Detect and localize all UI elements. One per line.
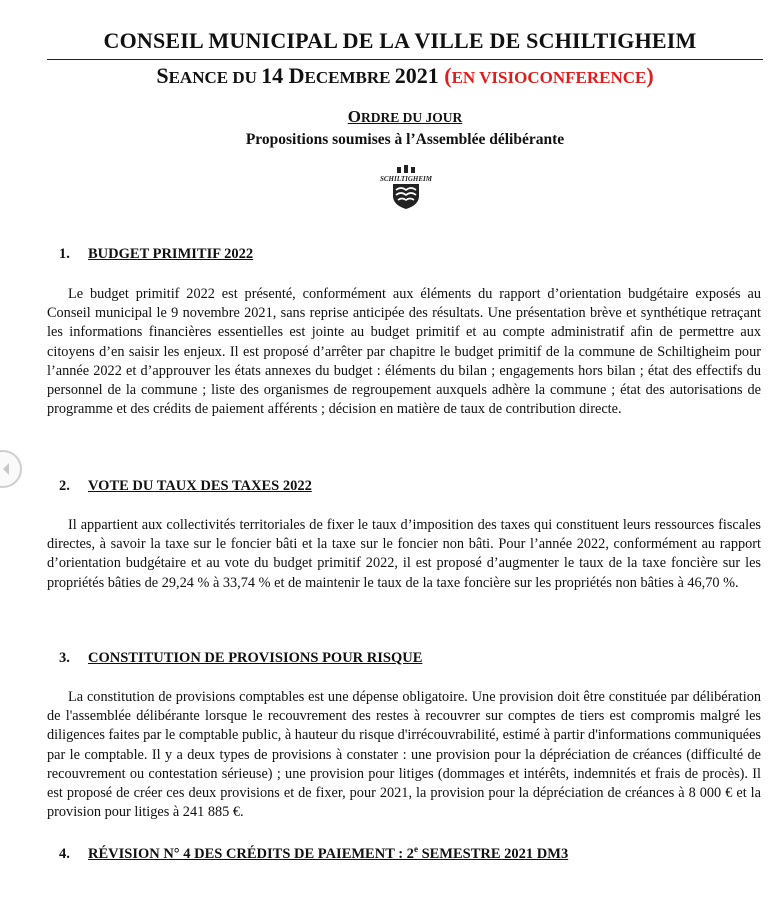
ordre-du-jour-heading: ORDRE DU JOUR — [347, 107, 463, 126]
chevron-left-icon — [1, 462, 11, 476]
title-divider — [47, 59, 763, 60]
svg-text:SCHILTIGHEIM: SCHILTIGHEIM — [380, 175, 432, 183]
section-1-heading: 1. BUDGET PRIMITIF 2022 — [59, 246, 254, 262]
propositions-subheading: Propositions soumises à l’Assemblée délibérante — [245, 131, 565, 148]
previous-page-button[interactable] — [0, 450, 22, 488]
section-4-heading: 4. RÉVISION N° 4 DES CRÉDITS DE PAIEMENT : 2e SEMESTRE 2021 DM3 — [59, 844, 569, 862]
section-1-paragraph: Le budget primitif 2022 est présenté, conformément aux éléments du rapport d’orientation budgétaire exposés au Conseil municipal le 9 novembre 2021, sans reprise anticipée des résultats. Une présentation brève et synthétique retraçant les informations financières essentielles est jointe au budget primitif et au compte administratif afin de permettre aux citoyens d’en saisir les enjeux. Il est proposé d’arrêter par chapitre le budget primitif de la commune de Schiltigheim pour l’année 2022 et d’approuver les états annexes du budget : éléments du bilan ; engagements hors bilan ; état des effectifs du personnel de la commune ; liste des organismes de regroupement auxquels adhère la commune ; état des autorisations de programme et des crédits de paiement afférents ; décision en matière de taux de contribution directe. — [47, 286, 761, 418]
schiltigheim-logo — [380, 163, 432, 211]
section-2-paragraph: Il appartient aux collectivités territoriales de fixer le taux d’imposition des taxes qui constituent leurs ressources fiscales directes, à savoir la taxe sur le foncier bâti et la taxe sur le foncier non bâti. Pour l’année 2022, conformément au rapport d’orientation budgétaire et au vote du budget primitif 2022, il est proposé d’augmenter le taux de la taxe foncière sur les propriétés bâties de 29,24 % à 33,74 % et de maintenir le taux de la taxe foncière sur les propriétés non bâties à 46,70 %. — [47, 517, 761, 591]
seance-subtitle: SEANCE DU 14 DECEMBRE 2021 (EN VISIOCONFERENCE) — [156, 63, 654, 88]
coat-of-arms-icon — [380, 163, 432, 211]
page-title: CONSEIL MUNICIPAL DE LA VILLE DE SCHILTIGHEIM — [103, 28, 697, 53]
section-3-paragraph: La constitution de provisions comptables est une dépense obligatoire. Une provision doit être constituée par délibération de l'assemblée délibérante lorsque le recouvrement des restes à recouvrer sur comptes de tiers est compromis malgré les diligences faites par le comptable public, à hauteur du risque d'irrécouvrabilité, estimé à partir d'informations communiquées par le comptable. Il y a deux types de provisions à constater : une provision pour la dépréciation de créances (difficulté de recouvrement ou contestation sérieuse) ; une provision pour litiges (dommages et intérêts, indemnités et frais de procès). Il est proposé de créer ces deux provisions et de fixer, pour 2021, la provision pour la dépréciation de créances à 8 000 € et la provision pour litiges à 241 885 €. — [47, 689, 761, 821]
section-3-heading: 3. CONSTITUTION DE PROVISIONS POUR RISQUE — [59, 650, 423, 666]
section-2-heading: 2. VOTE DU TAUX DES TAXES 2022 — [59, 478, 312, 494]
